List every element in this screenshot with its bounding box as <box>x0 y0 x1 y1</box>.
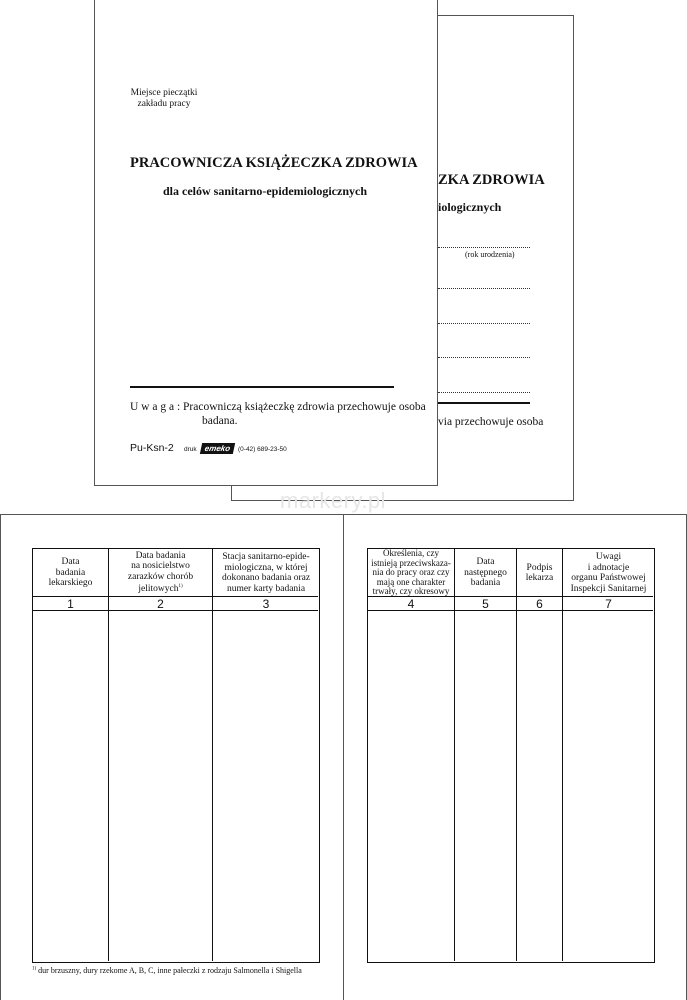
front-cover-page <box>94 0 438 486</box>
dotted-line <box>438 247 530 248</box>
column-number: 1 <box>67 597 74 611</box>
dotted-line <box>438 288 530 289</box>
front-cover-rule <box>130 386 394 388</box>
header-doctor-signature: Podpis lekarza <box>525 562 554 583</box>
column-number: 2 <box>157 597 164 611</box>
back-cover-subtitle-fragment: iologicznych <box>438 200 502 214</box>
back-cover-title-fragment: ZKA ZDROWIA <box>438 172 545 188</box>
phone-number: (0-42) 689-23-50 <box>238 446 287 453</box>
dotted-line <box>438 323 530 324</box>
left-table <box>32 548 320 963</box>
birth-year-label: (rok urodzenia) <box>465 250 515 259</box>
note-text: U w a g a : Pracowniczą książeczkę zdrowia przechowuje osoba badana. <box>130 401 426 427</box>
back-cover-rule <box>438 402 530 404</box>
emeko-logo: emeko <box>200 443 235 454</box>
print-label: druk <box>184 446 197 453</box>
stamp-place-label: Miejsce pieczątki zakładu pracy <box>130 88 198 109</box>
right-table <box>367 548 655 963</box>
header-contraindications: Określenia, czy istnieją przeciwskaza- nia do pracy oraz czy mają one charakter trwały, czy okresowy <box>371 548 451 597</box>
header-inspection-notes: Uwagi i adnotacje organu Państwowej Inspekcji Sanitarnej <box>570 552 647 594</box>
footnote: $^{1)}$ dur brzuszny, dury rzekome A, B, C, inne pałeczki z rodzaju Salmonella i Shigella <box>32 966 302 975</box>
column-number: 7 <box>605 597 612 611</box>
header-carrier-exam-date: Data badania na nosicielstwo zarazków chorób jelitowych$^{1)}$ <box>127 550 194 595</box>
dotted-line <box>438 357 530 358</box>
column-number: 3 <box>262 597 270 611</box>
header-sanitary-station: Stacja sanitarno-epide- miologiczna, w której dokonano badania oraz numer karty badania <box>221 552 311 594</box>
watermark: markery.pl <box>280 488 387 513</box>
back-cover-note-fragment: via przechowuje osoba <box>438 416 544 428</box>
column-number: 6 <box>536 597 543 611</box>
column-number: 5 <box>482 597 489 611</box>
dotted-line <box>438 392 530 393</box>
booklet-subtitle: dla celów sanitarno-epidemiologicznych <box>163 184 367 198</box>
column-number: 4 <box>407 597 415 611</box>
header-exam-date: Data badania lekarskiego <box>48 557 93 589</box>
booklet-title: PRACOWNICZA KSIĄŻECZKA ZDROWIA <box>130 155 418 171</box>
header-next-exam-date: Data następnego badania <box>464 557 507 589</box>
form-code: Pu-Ksn-2 <box>130 442 174 454</box>
